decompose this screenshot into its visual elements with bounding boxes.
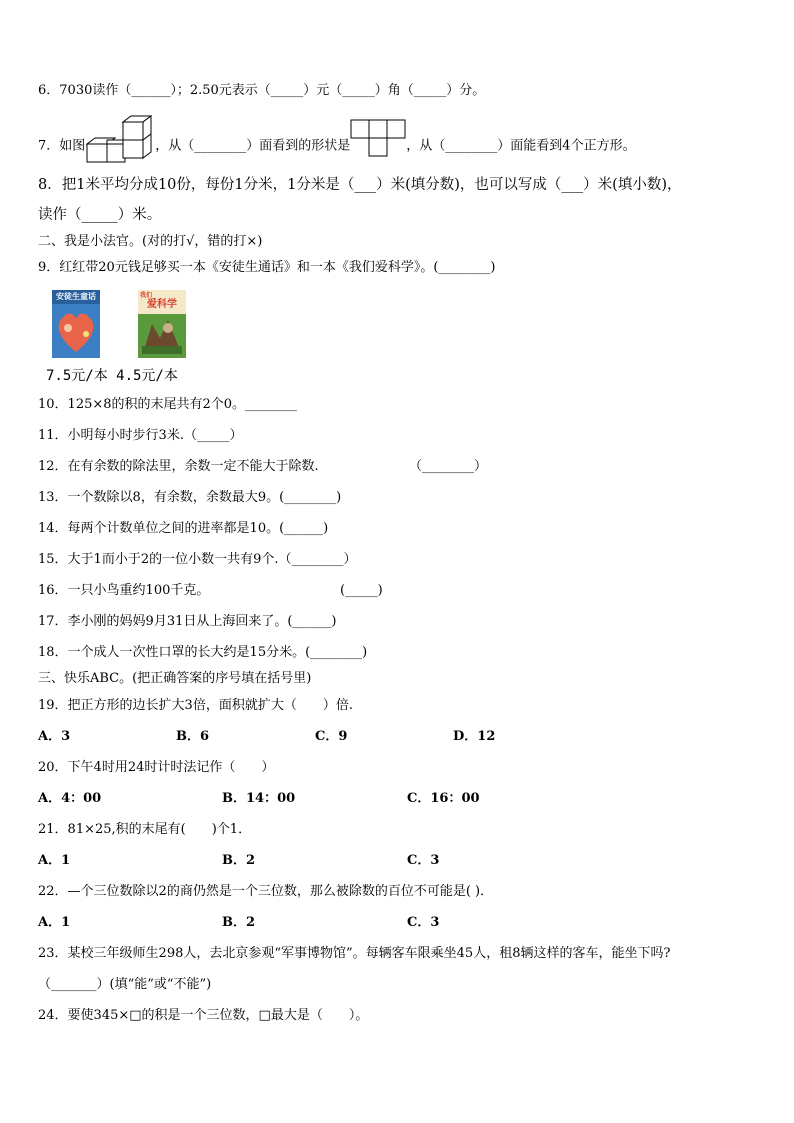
cube-stack-figure (85, 114, 155, 166)
question-12-text: 12．在有余数的除法里，余数一定不能大于除数. (38, 459, 319, 474)
question-24: 24．要使345×□的积是一个三位数，□最大是（ ）。 (38, 1008, 369, 1023)
section-3-heading: 三、快乐ABC。(把正确答案的序号填在括号里) (38, 671, 312, 686)
question-8-line2: 读作（_____）米。 (38, 207, 162, 223)
question-19: 19．把正方形的边长扩大3倍，面积就扩大（ ）倍. (38, 698, 353, 713)
question-10: 10．125×8的积的末尾共有2个0。________ (38, 397, 298, 412)
q19-option-d[interactable]: D．12 (453, 729, 496, 744)
section-2-heading: 二、我是小法官。(对的打√，错的打×) (38, 234, 263, 249)
q20-option-c[interactable]: C．16：00 (407, 791, 480, 806)
q22-option-a[interactable]: A．1 (38, 915, 71, 930)
question-14: 14．每两个计数单位之间的进率都是10。(______) (38, 521, 329, 536)
q21-option-a[interactable]: A．1 (38, 853, 71, 868)
question-23-line2: （_______）(填“能”或“不能”) (38, 977, 212, 992)
q21-option-c[interactable]: C．3 (407, 853, 440, 868)
question-7-part2: ，从（________）面看到的形状是 (155, 138, 351, 154)
question-12-blank: （________） (409, 459, 488, 474)
book-cover-science (138, 290, 186, 358)
book-prices: 7.5元/本 4.5元/本 (46, 368, 178, 384)
q19-option-a[interactable]: A．3 (38, 729, 71, 744)
question-22: 22．—个三位数除以2的商仍然是一个三位数，那么被除数的百位不可能是( )． (38, 884, 494, 899)
question-7-part1: 7．如图 (38, 138, 86, 154)
book1-title: 安徒生童话 (56, 292, 96, 301)
book2-title: 爱科学 (147, 299, 177, 310)
question-23-line1: 23．某校三年级师生298人，去北京参观“军事博物馆”。每辆客车限乘坐45人，租8辆这样的客车，能坐下吗? (38, 946, 671, 961)
q22-option-c[interactable]: C．3 (407, 915, 440, 930)
question-15: 15．大于1而小于2的一位小数一共有9个.（________） (38, 552, 357, 567)
question-20: 20．下午4时用24时计时法记作（ ） (38, 760, 275, 775)
question-16-text: 16．一只小鸟重约100千克。 (38, 583, 210, 598)
question-9: 9．红红带20元钱足够买一本《安徒生通话》和一本《我们爱科学》。(________) (38, 260, 496, 275)
q19-option-b[interactable]: B．6 (176, 729, 210, 744)
question-17: 17．李小刚的妈妈9月31日从上海回来了。(______) (38, 614, 337, 629)
q20-option-b[interactable]: B．14：00 (222, 791, 296, 806)
question-11: 11．小明每小时步行3米.（_____） (38, 428, 243, 443)
question-16 (38, 583, 383, 599)
question-18: 18．一个成人一次性口罩的长大约是15分米。(________) (38, 645, 368, 660)
question-6: 6．7030读作（______）；2.50元表示（_____）元（_____）角（_____）分。 (38, 83, 486, 98)
q22-option-b[interactable]: B．2 (222, 915, 256, 930)
view-shape-figure (350, 119, 406, 159)
question-16-blank: (_____) (340, 583, 383, 598)
q19-option-c[interactable]: C．9 (315, 729, 348, 744)
book-cover-andersen (52, 290, 100, 358)
question-8-line1: 8．把1米平均分成10份，每份1分米，1分米是（___）米(填分数)，也可以写成（___）米(填小数)， (38, 177, 682, 193)
question-7 (38, 126, 636, 166)
question-12 (38, 459, 488, 475)
question-7-part3: ，从（________）面能看到4个正方形。 (406, 138, 636, 154)
question-21: 21．81×25,积的末尾有( )个1． (38, 822, 252, 837)
question-13: 13．一个数除以8，有余数，余数最大9。(________) (38, 490, 342, 505)
q21-option-b[interactable]: B．2 (222, 853, 256, 868)
q20-option-a[interactable]: A．4：00 (38, 791, 102, 806)
book2-title-small: 我们 (140, 292, 153, 299)
